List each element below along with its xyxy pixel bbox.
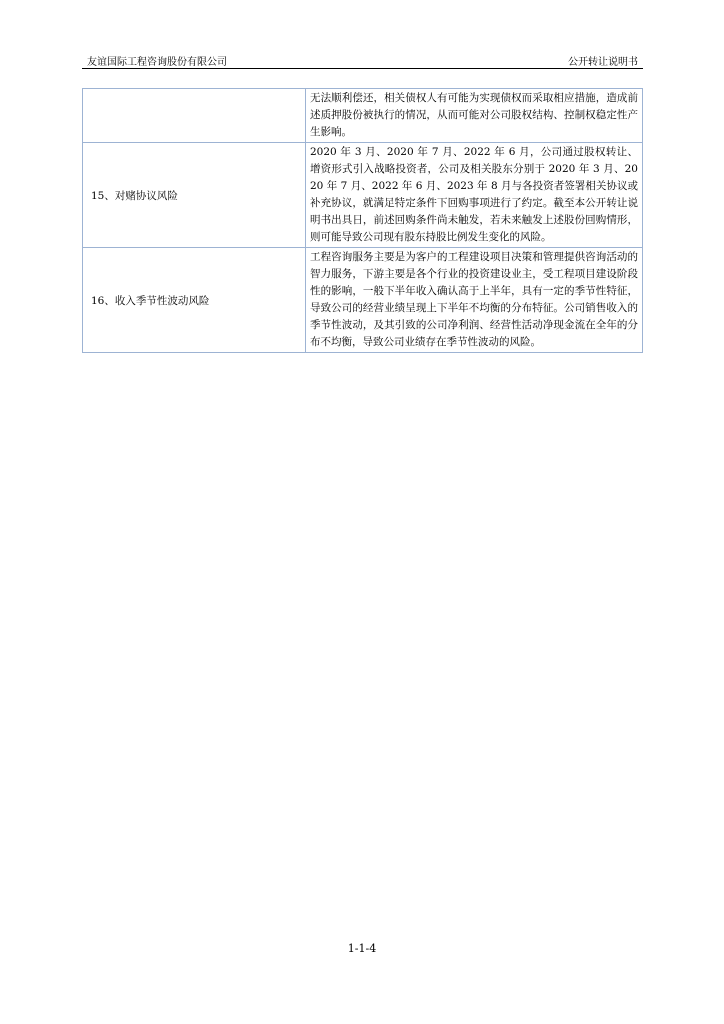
risk-name-cell: 16、收入季节性波动风险 [83, 248, 306, 353]
table-row [83, 143, 643, 248]
risk-description-cell: 2020 年 3 月、2020 年 7 月、2022 年 6 月，公司通过股权转让、增资形式引入战略投资者，公司及相关股东分别于 2020 年 3 月、2020 年 7 月、2022 年 6 月、2023 年 8 月与各投资者签署相关协议或补充协议，就满足特定条件下回购事项进行了约定。截至本公开转让说明书出具日，前述回购条件尚未触发，若未来触发上述股份回购情形，则可能导致公司现有股东持股比例发生变化的风险。 [306, 143, 643, 248]
table-row [83, 248, 643, 353]
risk-name-cell [83, 89, 306, 143]
table-row [83, 89, 643, 143]
risk-name-cell: 15、对赌协议风险 [83, 143, 306, 248]
header-company-name: 友谊国际工程咨询股份有限公司 [87, 57, 227, 68]
risk-description-cell: 无法顺利偿还，相关债权人有可能为实现债权而采取相应措施，造成前述质押股份被执行的情况，从而可能对公司股权结构、控制权稳定性产生影响。 [306, 89, 643, 143]
page-header [82, 50, 643, 69]
header-document-title: 公开转让说明书 [568, 57, 638, 68]
risk-factors-table [82, 88, 643, 353]
page-number: 1-1-4 [347, 942, 377, 955]
risk-description-cell: 工程咨询服务主要是为客户的工程建设项目决策和管理提供咨询活动的智力服务，下游主要是各个行业的投资建设业主，受工程项目建设阶段性的影响，一般下半年收入确认高于上半年，具有一定的季节性特征，导致公司的经营业绩呈现上下半年不均衡的分布特征。公司销售收入的季节性波动，及其引致的公司净利润、经营性活动净现金流在全年的分布不均衡，导致公司业绩存在季节性波动的风险。 [306, 248, 643, 353]
